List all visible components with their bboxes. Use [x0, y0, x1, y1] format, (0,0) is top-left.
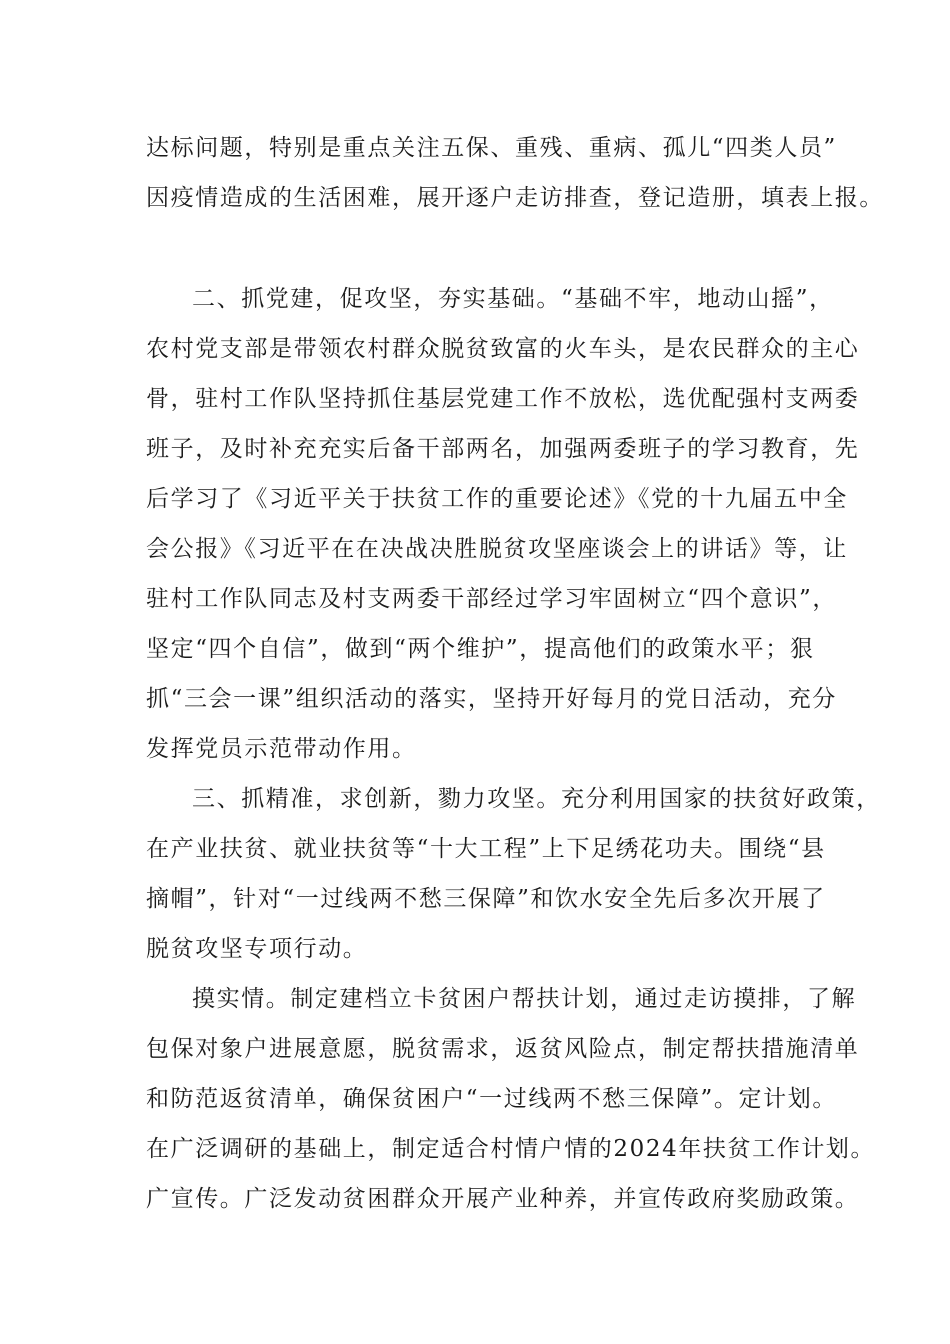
- text-line: 在广泛调研的基础上，制定适合村情户情的2024年扶贫工作计划。: [146, 1136, 876, 1162]
- text-line: 广宣传。广泛发动贫困群众开展产业种养，并宣传政府奖励政策。: [146, 1186, 860, 1212]
- text-line: 班子，及时补充充实后备干部两名，加强两委班子的学习教育，先: [146, 436, 860, 462]
- text-line: 农村党支部是带领农村群众脱贫致富的火车头，是农民群众的主心: [146, 336, 860, 362]
- text-line: 坚定“四个自信”，做到“两个维护”，提高他们的政策水平；狠: [146, 636, 815, 662]
- text-line: 骨，驻村工作队坚持抓住基层党建工作不放松，选优配强村支两委: [146, 386, 860, 412]
- text-line: 后学习了《习近平关于扶贫工作的重要论述》《党的十九届五中全: [146, 486, 848, 512]
- text-line: 抓“三会一课”组织活动的落实，坚持开好每月的党日活动，充分: [146, 686, 837, 712]
- text-line: 会公报》《习近平在在决战决胜脱贫攻坚座谈会上的讲话》等，让: [146, 536, 848, 562]
- text-line: 在产业扶贫、就业扶贫等“十大工程”上下足绣花功夫。围绕“县: [146, 836, 826, 862]
- paragraph-start-fact-finding: 摸实情。制定建档立卡贫困户帮扶计划，通过走访摸排，了解: [192, 986, 857, 1012]
- section-heading-precision: 三、抓精准，求创新，勠力攻坚。充分利用国家的扶贫好政策，: [192, 786, 881, 812]
- text-line: 包保对象户进展意愿，脱贫需求，返贫风险点，制定帮扶措施清单: [146, 1036, 860, 1062]
- text-line: 驻村工作队同志及村支两委干部经过学习牢固树立“四个意识”，: [146, 586, 837, 612]
- text-line: 摘帽”，针对“一过线两不愁三保障”和饮水安全先后多次开展了: [146, 886, 826, 912]
- text-line: 发挥党员示范带动作用。: [146, 736, 417, 762]
- text-line: 脱贫攻坚专项行动。: [146, 936, 368, 962]
- text-line: 达标问题，特别是重点关注五保、重残、重病、孤儿“四类人员”: [146, 135, 837, 161]
- text-line: 和防范返贫清单，确保贫困户“一过线两不愁三保障”。定计划。: [146, 1086, 837, 1112]
- section-heading-party-building: 二、抓党建，促攻坚，夯实基础。“基础不牢，地动山摇”，: [192, 286, 834, 312]
- text-line: 因疫情造成的生活困难，展开逐户走访排查，登记造册，填表上报。: [146, 185, 884, 211]
